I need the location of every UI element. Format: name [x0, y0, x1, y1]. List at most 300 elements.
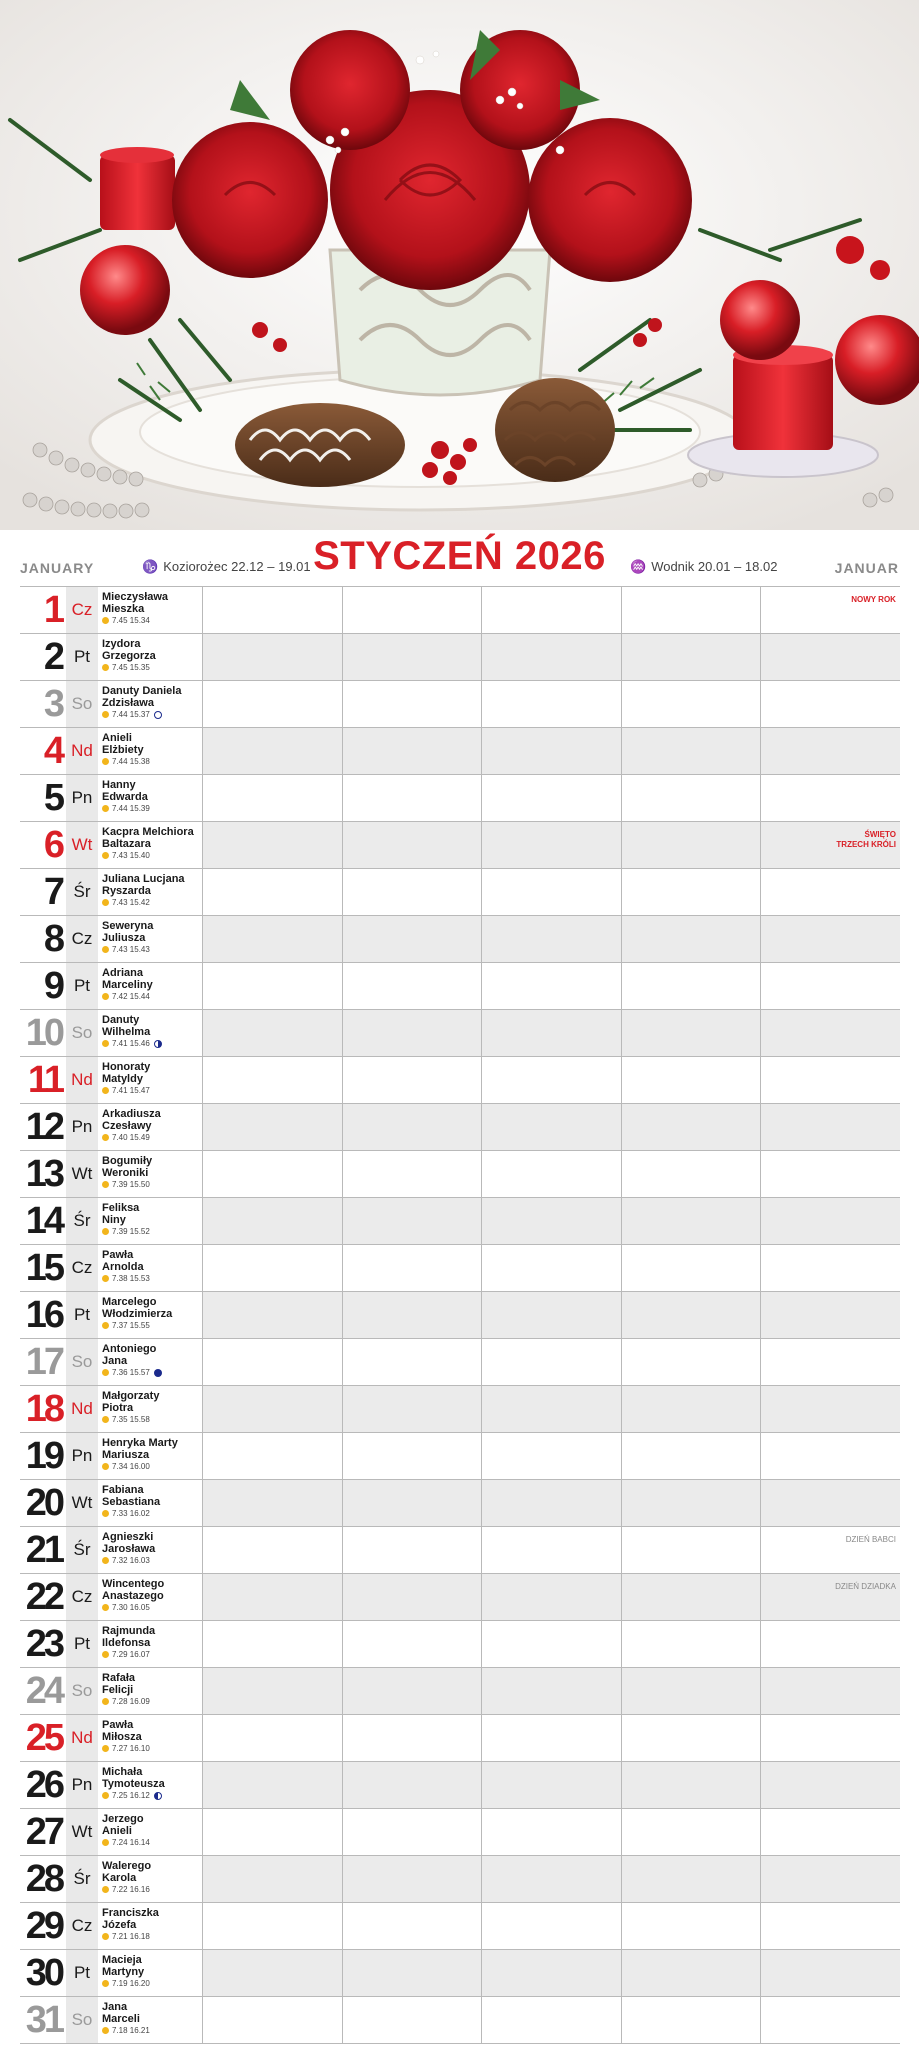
- day-row: [20, 1855, 900, 1902]
- name-day-line-1: Pawła: [102, 1249, 134, 1261]
- family-column-4[interactable]: [621, 1809, 761, 1855]
- family-column-3[interactable]: [481, 1104, 621, 1150]
- sunrise-sunset: 7.43 15.43: [112, 945, 150, 954]
- day-row: [20, 915, 900, 962]
- name-day-line-2: Baltazara: [102, 838, 151, 850]
- family-column-1[interactable]: [202, 822, 342, 868]
- name-day-line-2: Juliusza: [102, 932, 146, 944]
- sun-times: [102, 1038, 202, 1049]
- day-number: 8: [43, 918, 62, 960]
- sun-times: [102, 1132, 202, 1143]
- sun-times: [102, 1508, 202, 1519]
- family-column-3[interactable]: [481, 1151, 621, 1197]
- family-column-1[interactable]: [202, 1339, 342, 1385]
- sun-icon: [102, 1933, 109, 1940]
- name-day-line-2: Mariusza: [102, 1449, 150, 1461]
- day-row: [20, 633, 900, 680]
- family-column-4[interactable]: [621, 1574, 761, 1620]
- day-number: 1: [43, 589, 62, 631]
- family-column-4[interactable]: [621, 916, 761, 962]
- sunrise-sunset: 7.25 16.12: [112, 1791, 150, 1800]
- family-column-4[interactable]: [621, 1386, 761, 1432]
- family-column-5[interactable]: [760, 1950, 900, 1996]
- sunrise-sunset: 7.38 15.53: [112, 1274, 150, 1283]
- name-day-line-1: Walerego: [102, 1860, 152, 1872]
- sunrise-sunset: 7.39 15.50: [112, 1180, 150, 1189]
- roses-bouquet-illustration: [0, 0, 919, 530]
- sun-times: [102, 1414, 202, 1425]
- family-column-3[interactable]: [481, 963, 621, 1009]
- family-column-5[interactable]: [760, 1715, 900, 1761]
- sun-icon: [102, 617, 109, 624]
- family-column-1[interactable]: [202, 1950, 342, 1996]
- sun-icon: [102, 1228, 109, 1235]
- family-column-3[interactable]: [481, 1621, 621, 1667]
- family-column-3[interactable]: [481, 1245, 621, 1291]
- family-column-5[interactable]: [760, 1574, 900, 1620]
- name-days: [98, 1621, 202, 1667]
- family-column-2[interactable]: [342, 1292, 482, 1338]
- family-column-5[interactable]: [760, 963, 900, 1009]
- name-day-line-2: Wilhelma: [102, 1026, 151, 1038]
- family-column-2[interactable]: [342, 728, 482, 774]
- name-day-line-2: Arnolda: [102, 1261, 144, 1273]
- name-day-line-1: Hanny: [102, 779, 136, 791]
- sun-icon: [102, 664, 109, 671]
- family-column-3[interactable]: [481, 1198, 621, 1244]
- sun-icon: [102, 1416, 109, 1423]
- day-number: 15: [25, 1247, 62, 1289]
- name-day-line-2: Marceli: [102, 2013, 140, 2025]
- name-day-line-1: Seweryna: [102, 920, 154, 932]
- family-column-1[interactable]: [202, 963, 342, 1009]
- day-number: 3: [43, 683, 62, 725]
- day-of-week: Nd: [66, 1057, 98, 1103]
- day-number: 17: [25, 1341, 62, 1383]
- day-of-week: So: [66, 1997, 98, 2043]
- family-column-2[interactable]: [342, 1339, 482, 1385]
- sun-times: [102, 1931, 202, 1942]
- family-column-1[interactable]: [202, 728, 342, 774]
- sun-times: [102, 1978, 202, 1989]
- name-day-line-2: Martyny: [102, 1966, 145, 1978]
- name-days: [98, 1903, 202, 1949]
- day-number: 14: [25, 1200, 62, 1242]
- name-days: [98, 1433, 202, 1479]
- family-column-5[interactable]: [760, 1621, 900, 1667]
- day-of-week: Pt: [66, 1292, 98, 1338]
- sun-times: [102, 1226, 202, 1237]
- family-column-1[interactable]: [202, 634, 342, 680]
- sunrise-sunset: 7.18 16.21: [112, 2026, 150, 2035]
- family-column-5[interactable]: [760, 1339, 900, 1385]
- family-column-5[interactable]: [760, 1104, 900, 1150]
- family-column-5[interactable]: [760, 728, 900, 774]
- family-column-1[interactable]: [202, 775, 342, 821]
- family-column-3[interactable]: [481, 775, 621, 821]
- sunrise-sunset: 7.42 15.44: [112, 992, 150, 1001]
- family-column-3[interactable]: [481, 1574, 621, 1620]
- family-column-1[interactable]: [202, 1480, 342, 1526]
- day-of-week: Wt: [66, 822, 98, 868]
- family-column-5[interactable]: [760, 916, 900, 962]
- day-of-week: Śr: [66, 1198, 98, 1244]
- family-column-4[interactable]: [621, 1292, 761, 1338]
- family-column-2[interactable]: [342, 1480, 482, 1526]
- family-column-4[interactable]: [621, 1057, 761, 1103]
- name-day-line-2: Mieszka: [102, 603, 145, 615]
- family-column-4[interactable]: [621, 728, 761, 774]
- family-column-5[interactable]: [760, 1856, 900, 1902]
- family-column-2[interactable]: [342, 916, 482, 962]
- day-of-week: So: [66, 1010, 98, 1056]
- family-column-5[interactable]: [760, 869, 900, 915]
- sun-times: [102, 803, 202, 814]
- name-days: [98, 1762, 202, 1808]
- family-column-5[interactable]: [760, 1386, 900, 1432]
- family-column-4[interactable]: [621, 1668, 761, 1714]
- name-day-line-1: Bogumiły: [102, 1155, 153, 1167]
- family-column-3[interactable]: [481, 1527, 621, 1573]
- family-column-2[interactable]: [342, 1903, 482, 1949]
- name-days: [98, 1856, 202, 1902]
- family-column-3[interactable]: [481, 1057, 621, 1103]
- name-days: [98, 1480, 202, 1526]
- family-column-5[interactable]: [760, 1292, 900, 1338]
- family-column-1[interactable]: [202, 1198, 342, 1244]
- family-column-3[interactable]: [481, 587, 621, 633]
- family-column-2[interactable]: [342, 1527, 482, 1573]
- name-days: [98, 681, 202, 727]
- day-of-week: Śr: [66, 1856, 98, 1902]
- family-column-2[interactable]: [342, 1010, 482, 1056]
- family-column-4[interactable]: [621, 634, 761, 680]
- family-column-3[interactable]: [481, 1997, 621, 2043]
- day-number: 2: [43, 636, 62, 678]
- family-column-4[interactable]: [621, 1856, 761, 1902]
- aquarius-icon: ♒: [630, 559, 647, 574]
- sunrise-sunset: 7.45 15.34: [112, 616, 150, 625]
- name-day-line-1: Izydora: [102, 638, 141, 650]
- name-day-line-1: Jerzego: [102, 1813, 144, 1825]
- day-number: 24: [25, 1670, 62, 1712]
- family-column-1[interactable]: [202, 1856, 342, 1902]
- sunrise-sunset: 7.43 15.42: [112, 898, 150, 907]
- day-of-week: Pn: [66, 1433, 98, 1479]
- name-day-line-1: Feliksa: [102, 1202, 140, 1214]
- family-column-5[interactable]: [760, 775, 900, 821]
- name-day-line-2: Anieli: [102, 1825, 132, 1837]
- name-days: [98, 1151, 202, 1197]
- family-column-3[interactable]: [481, 1433, 621, 1479]
- name-days: [98, 634, 202, 680]
- day-of-week: Pn: [66, 775, 98, 821]
- sunrise-sunset: 7.43 15.40: [112, 851, 150, 860]
- family-column-2[interactable]: [342, 1856, 482, 1902]
- family-column-2[interactable]: [342, 1668, 482, 1714]
- family-column-4[interactable]: [621, 1010, 761, 1056]
- family-column-1[interactable]: [202, 1527, 342, 1573]
- family-column-2[interactable]: [342, 1621, 482, 1667]
- family-column-2[interactable]: [342, 1997, 482, 2043]
- family-column-5[interactable]: [760, 1010, 900, 1056]
- family-column-1[interactable]: [202, 1621, 342, 1667]
- name-day-line-1: Jana: [102, 2001, 128, 2013]
- sun-times: [102, 1555, 202, 1566]
- family-column-3[interactable]: [481, 1292, 621, 1338]
- day-number: 5: [43, 777, 62, 819]
- name-day-line-1: Macieja: [102, 1954, 142, 1966]
- sunrise-sunset: 7.30 16.05: [112, 1603, 150, 1612]
- day-number: 9: [43, 965, 62, 1007]
- family-column-3[interactable]: [481, 916, 621, 962]
- family-column-3[interactable]: [481, 1480, 621, 1526]
- day-row: [20, 1761, 900, 1808]
- capricorn-icon: ♑: [142, 559, 159, 574]
- day-number: 30: [25, 1952, 62, 1994]
- name-day-line-2: Józefa: [102, 1919, 137, 1931]
- family-column-4[interactable]: [621, 1527, 761, 1573]
- family-column-4[interactable]: [621, 1950, 761, 1996]
- day-row: [20, 1526, 900, 1573]
- family-column-2[interactable]: [342, 1809, 482, 1855]
- family-column-4[interactable]: [621, 1339, 761, 1385]
- family-column-4[interactable]: [621, 1245, 761, 1291]
- family-column-1[interactable]: [202, 869, 342, 915]
- day-row: [20, 1996, 900, 2044]
- family-column-5[interactable]: [760, 1762, 900, 1808]
- family-column-2[interactable]: [342, 634, 482, 680]
- name-days: [98, 1292, 202, 1338]
- family-column-1[interactable]: [202, 1715, 342, 1761]
- sunrise-sunset: 7.32 16.03: [112, 1556, 150, 1565]
- name-day-line-1: Pawła: [102, 1719, 134, 1731]
- sun-icon: [102, 711, 109, 718]
- day-of-week: Cz: [66, 916, 98, 962]
- family-column-3[interactable]: [481, 728, 621, 774]
- family-column-2[interactable]: [342, 1198, 482, 1244]
- family-column-5[interactable]: [760, 681, 900, 727]
- sun-icon: [102, 1792, 109, 1799]
- day-number: 10: [25, 1012, 62, 1054]
- day-row: [20, 1291, 900, 1338]
- name-day-line-1: Wincentego: [102, 1578, 165, 1590]
- family-column-3[interactable]: [481, 869, 621, 915]
- family-column-4[interactable]: [621, 587, 761, 633]
- family-column-4[interactable]: [621, 1903, 761, 1949]
- day-note: NOWY ROK: [851, 595, 896, 604]
- family-column-1[interactable]: [202, 681, 342, 727]
- name-days: [98, 587, 202, 633]
- family-column-4[interactable]: [621, 1621, 761, 1667]
- sun-icon: [102, 1651, 109, 1658]
- family-column-5[interactable]: [760, 634, 900, 680]
- day-number: 21: [25, 1529, 62, 1571]
- sunrise-sunset: 7.22 16.16: [112, 1885, 150, 1894]
- family-column-1[interactable]: [202, 1386, 342, 1432]
- family-column-5[interactable]: [760, 1997, 900, 2043]
- family-column-3[interactable]: [481, 1668, 621, 1714]
- family-column-5[interactable]: [760, 1245, 900, 1291]
- family-column-5[interactable]: [760, 587, 900, 633]
- day-row: [20, 1103, 900, 1150]
- family-column-5[interactable]: [760, 1480, 900, 1526]
- day-row: [20, 1056, 900, 1103]
- family-column-1[interactable]: [202, 1762, 342, 1808]
- family-column-3[interactable]: [481, 1339, 621, 1385]
- sunrise-sunset: 7.44 15.37: [112, 710, 150, 719]
- name-day-line-2: Tymoteusza: [102, 1778, 165, 1790]
- family-column-2[interactable]: [342, 1151, 482, 1197]
- family-column-5[interactable]: [760, 1057, 900, 1103]
- family-column-4[interactable]: [621, 822, 761, 868]
- day-row: [20, 821, 900, 868]
- day-row: [20, 727, 900, 774]
- name-day-line-1: Arkadiusza: [102, 1108, 161, 1120]
- family-column-4[interactable]: [621, 1997, 761, 2043]
- sun-icon: [102, 1275, 109, 1282]
- family-column-2[interactable]: [342, 1245, 482, 1291]
- family-column-3[interactable]: [481, 1903, 621, 1949]
- family-column-2[interactable]: [342, 1104, 482, 1150]
- family-column-2[interactable]: [342, 587, 482, 633]
- family-column-4[interactable]: [621, 1715, 761, 1761]
- family-column-4[interactable]: [621, 775, 761, 821]
- family-column-1[interactable]: [202, 1809, 342, 1855]
- sunrise-sunset: 7.41 15.47: [112, 1086, 150, 1095]
- name-day-line-2: Włodzimierza: [102, 1308, 173, 1320]
- family-column-4[interactable]: [621, 1762, 761, 1808]
- family-column-2[interactable]: [342, 1574, 482, 1620]
- family-column-2[interactable]: [342, 1950, 482, 1996]
- family-column-5[interactable]: [760, 1433, 900, 1479]
- family-column-3[interactable]: [481, 681, 621, 727]
- family-column-2[interactable]: [342, 1057, 482, 1103]
- family-column-4[interactable]: [621, 869, 761, 915]
- sun-icon: [102, 1181, 109, 1188]
- family-column-3[interactable]: [481, 1010, 621, 1056]
- family-column-2[interactable]: [342, 963, 482, 1009]
- family-column-1[interactable]: [202, 1574, 342, 1620]
- sun-icon: [102, 1557, 109, 1564]
- family-column-3[interactable]: [481, 1715, 621, 1761]
- family-column-4[interactable]: [621, 1433, 761, 1479]
- family-column-3[interactable]: [481, 634, 621, 680]
- sun-times: [102, 1320, 202, 1331]
- day-note: DZIEŃ BABCI: [845, 1535, 896, 1544]
- day-number: 23: [25, 1623, 62, 1665]
- family-column-3[interactable]: [481, 1809, 621, 1855]
- family-column-1[interactable]: [202, 1245, 342, 1291]
- day-row: [20, 1150, 900, 1197]
- family-column-2[interactable]: [342, 822, 482, 868]
- day-of-week: Pt: [66, 1950, 98, 1996]
- day-of-week: Pn: [66, 1762, 98, 1808]
- family-column-5[interactable]: [760, 1527, 900, 1573]
- day-of-week: Śr: [66, 869, 98, 915]
- family-column-4[interactable]: [621, 1198, 761, 1244]
- name-day-line-1: Fabiana: [102, 1484, 144, 1496]
- family-column-3[interactable]: [481, 1856, 621, 1902]
- family-column-4[interactable]: [621, 963, 761, 1009]
- family-column-2[interactable]: [342, 1386, 482, 1432]
- family-column-2[interactable]: [342, 869, 482, 915]
- family-column-3[interactable]: [481, 1386, 621, 1432]
- family-column-1[interactable]: [202, 1151, 342, 1197]
- day-of-week: Wt: [66, 1480, 98, 1526]
- family-column-2[interactable]: [342, 1762, 482, 1808]
- family-column-1[interactable]: [202, 1997, 342, 2043]
- family-column-2[interactable]: [342, 1715, 482, 1761]
- sunrise-sunset: 7.40 15.49: [112, 1133, 150, 1142]
- sunrise-sunset: 7.41 15.46: [112, 1039, 150, 1048]
- family-column-4[interactable]: [621, 1104, 761, 1150]
- family-column-3[interactable]: [481, 1762, 621, 1808]
- day-of-week: Nd: [66, 1386, 98, 1432]
- calendar-grid: [20, 586, 900, 2044]
- family-column-1[interactable]: [202, 916, 342, 962]
- sunrise-sunset: 7.44 15.39: [112, 804, 150, 813]
- family-column-5[interactable]: [760, 1668, 900, 1714]
- family-column-5[interactable]: [760, 1809, 900, 1855]
- zodiac-aquarius-text: Wodnik 20.01 – 18.02: [651, 559, 778, 574]
- family-column-1[interactable]: [202, 1104, 342, 1150]
- family-column-1[interactable]: [202, 1292, 342, 1338]
- family-column-4[interactable]: [621, 1480, 761, 1526]
- family-column-1[interactable]: [202, 1668, 342, 1714]
- family-column-2[interactable]: [342, 1433, 482, 1479]
- family-column-2[interactable]: [342, 775, 482, 821]
- family-column-1[interactable]: [202, 1057, 342, 1103]
- sunrise-sunset: 7.37 15.55: [112, 1321, 150, 1330]
- sun-times: [102, 1602, 202, 1613]
- sunrise-sunset: 7.28 16.09: [112, 1697, 150, 1706]
- family-column-4[interactable]: [621, 681, 761, 727]
- day-row: [20, 680, 900, 727]
- family-column-5[interactable]: [760, 822, 900, 868]
- sun-times: [102, 1696, 202, 1707]
- family-column-1[interactable]: [202, 1903, 342, 1949]
- header-photo: [0, 0, 919, 530]
- sun-icon: [102, 1087, 109, 1094]
- family-column-1[interactable]: [202, 1433, 342, 1479]
- family-column-5[interactable]: [760, 1151, 900, 1197]
- sun-icon: [102, 899, 109, 906]
- name-days: [98, 916, 202, 962]
- name-day-line-1: Rafała: [102, 1672, 136, 1684]
- name-day-line-1: Małgorzaty: [102, 1390, 160, 1402]
- sunrise-sunset: 7.19 16.20: [112, 1979, 150, 1988]
- family-column-3[interactable]: [481, 1950, 621, 1996]
- day-of-week: So: [66, 681, 98, 727]
- sun-icon: [102, 1134, 109, 1141]
- family-column-3[interactable]: [481, 822, 621, 868]
- name-days: [98, 1104, 202, 1150]
- family-column-4[interactable]: [621, 1151, 761, 1197]
- sun-icon: [102, 946, 109, 953]
- name-day-line-1: Rajmunda: [102, 1625, 156, 1637]
- day-row: [20, 586, 900, 633]
- day-row: [20, 774, 900, 821]
- family-column-2[interactable]: [342, 681, 482, 727]
- family-column-5[interactable]: [760, 1903, 900, 1949]
- family-column-5[interactable]: [760, 1198, 900, 1244]
- sun-icon: [102, 1040, 109, 1047]
- family-column-1[interactable]: [202, 1010, 342, 1056]
- name-day-line-1: Franciszka: [102, 1907, 159, 1919]
- day-number: 20: [25, 1482, 62, 1524]
- family-column-1[interactable]: [202, 587, 342, 633]
